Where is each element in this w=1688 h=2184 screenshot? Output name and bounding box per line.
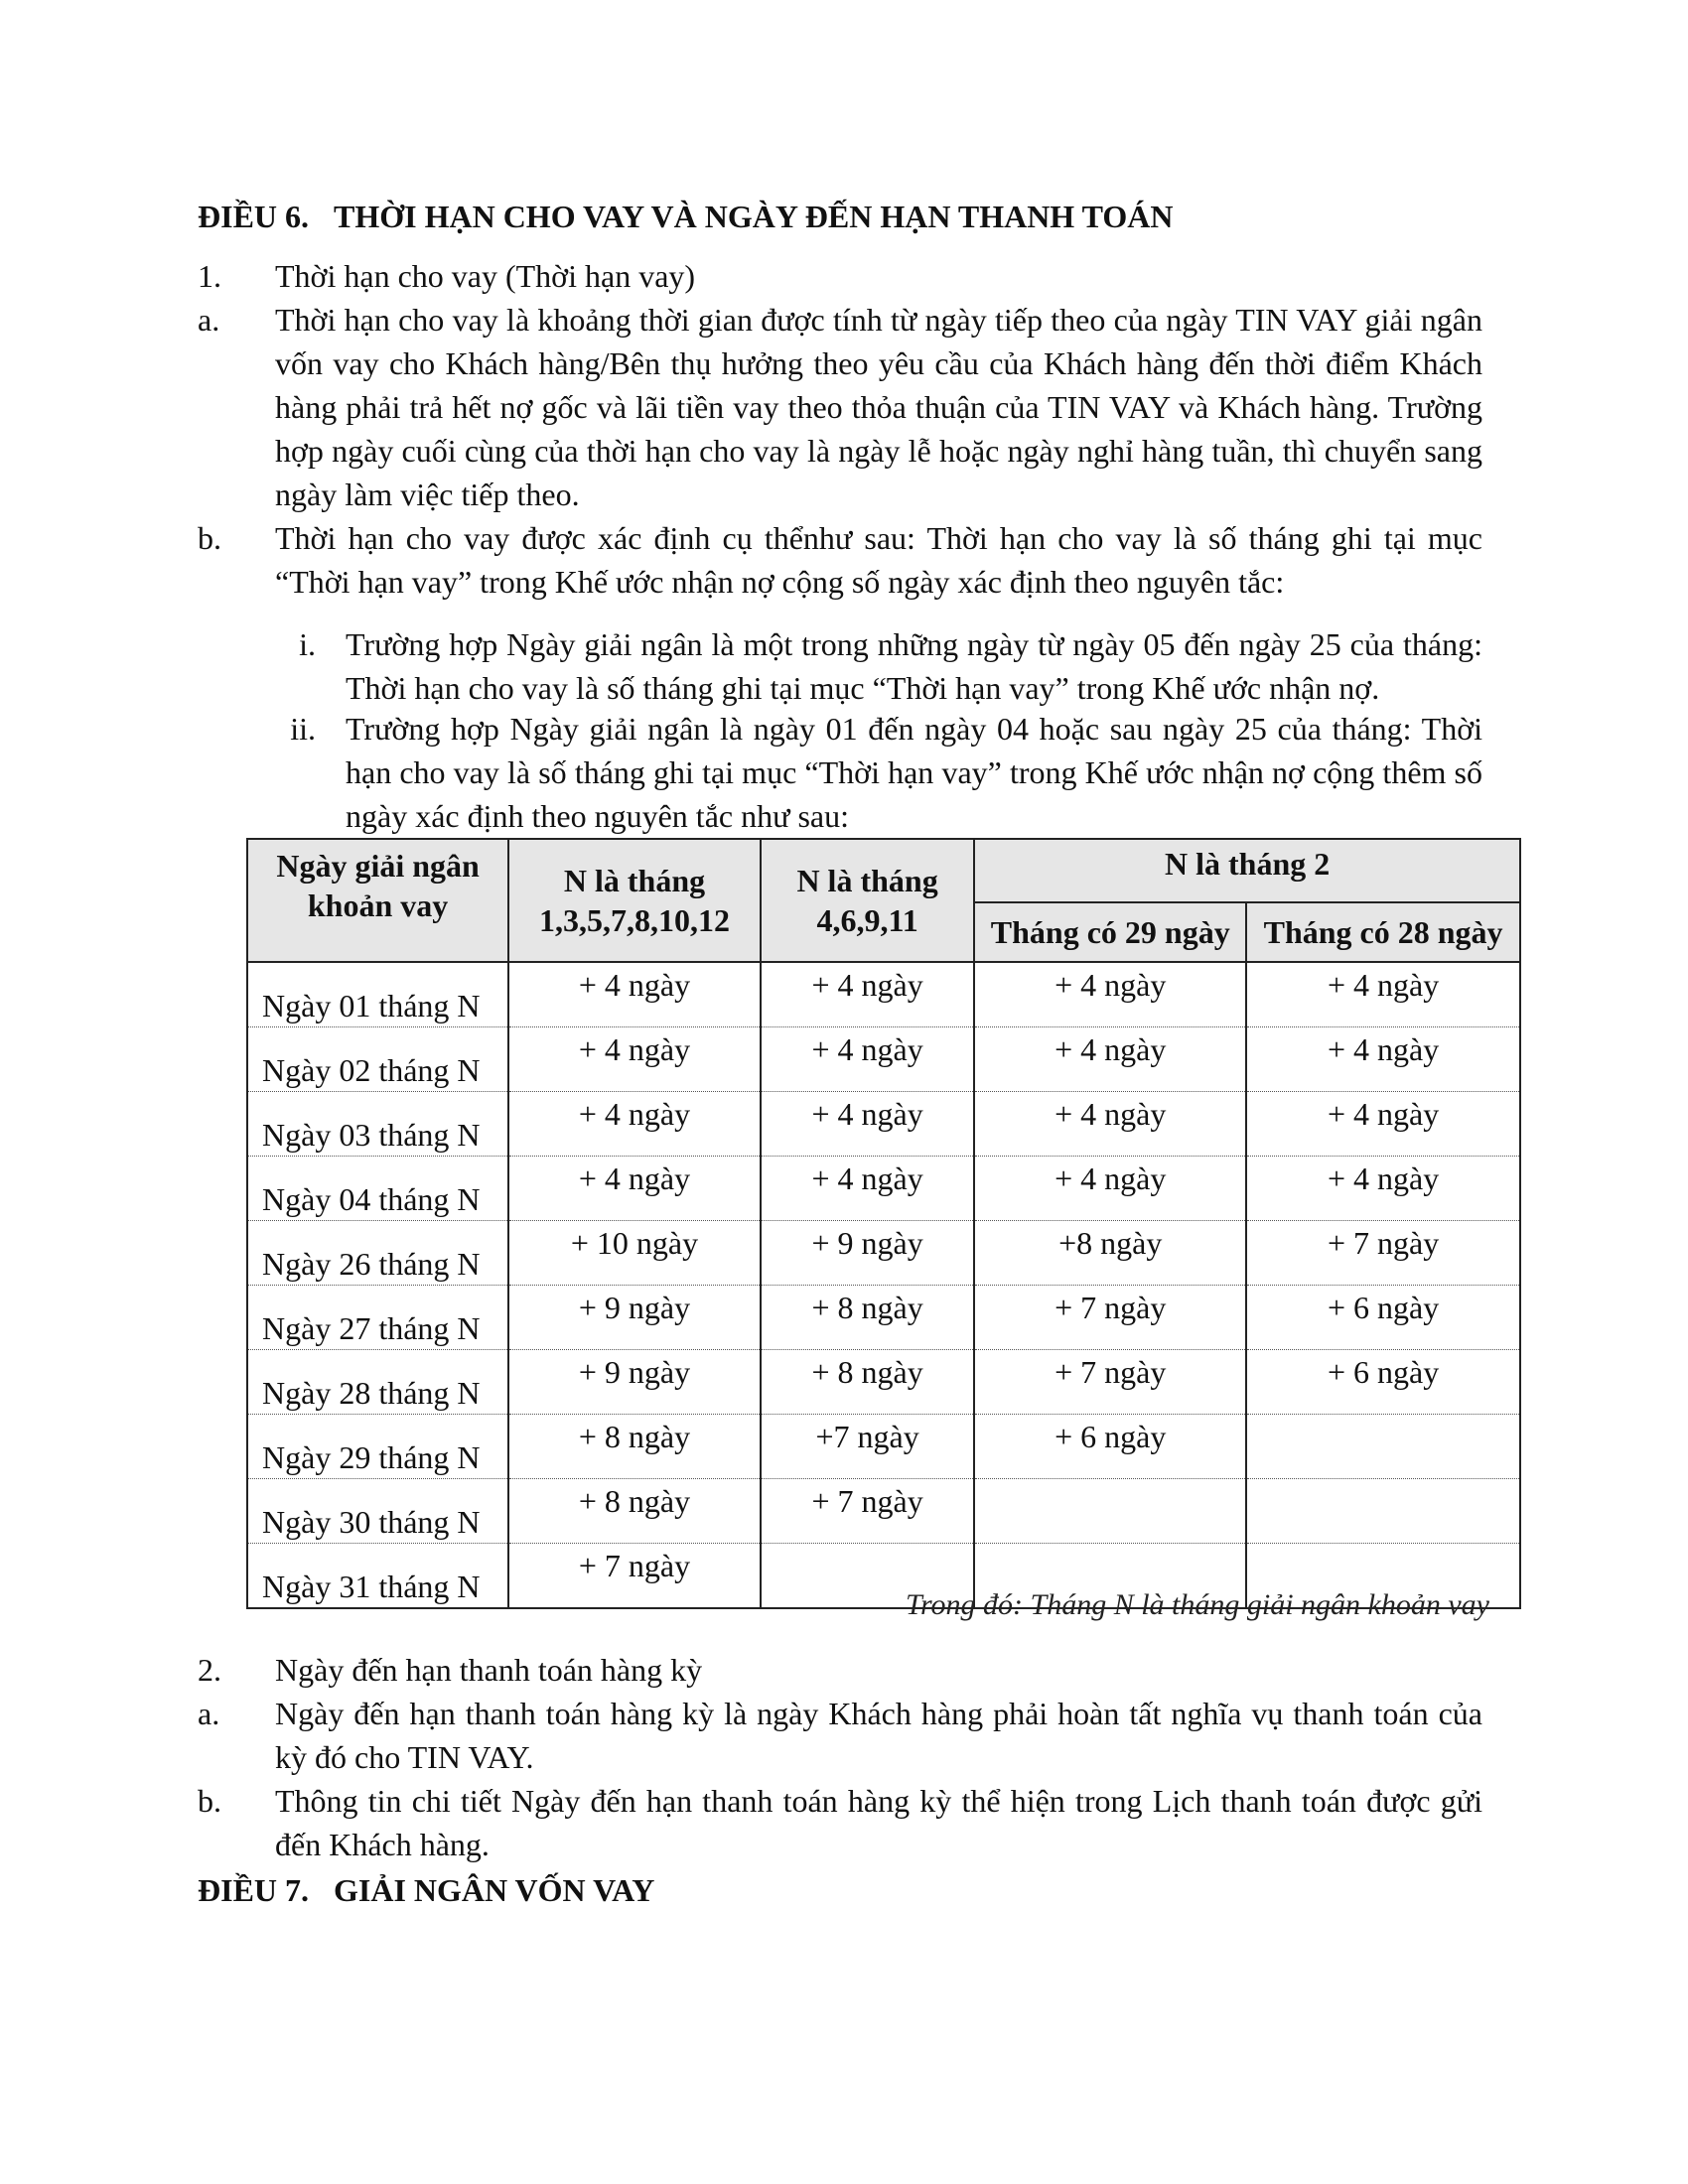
table-cell-col5: + 4 ngày bbox=[1246, 962, 1520, 1027]
section-2-paragraph-a bbox=[198, 1692, 1482, 1779]
table-row bbox=[247, 1415, 1520, 1479]
table-cell-col5 bbox=[1246, 1479, 1520, 1544]
table-cell-col2: + 8 ngày bbox=[508, 1415, 761, 1479]
article-7-title: GIẢI NGÂN VỐN VAY bbox=[334, 1872, 655, 1908]
paragraph-b-text: Thời hạn cho vay được xác định cụ thểnhư sau: Thời hạn cho vay là số tháng ghi tại mục “Thời hạn vay” trong Khế ước nhận nợ cộng số ngày xác định theo nguyên tắc: bbox=[275, 520, 1482, 600]
table-cell-col2: + 10 ngày bbox=[508, 1221, 761, 1286]
table-cell-col4: + 7 ngày bbox=[974, 1350, 1246, 1415]
row-label: Ngày 02 tháng N bbox=[247, 1027, 508, 1092]
subparagraph-i-text: Trường hợp Ngày giải ngân là một trong những ngày từ ngày 05 đến ngày 25 của tháng: Thời hạn cho vay là số tháng ghi tại mục “Thời hạn vay” trong Khế ước nhận nợ. bbox=[346, 626, 1482, 706]
table-cell-col2: + 4 ngày bbox=[508, 1027, 761, 1092]
row-label: Ngày 27 tháng N bbox=[247, 1286, 508, 1350]
table-cell-col4 bbox=[974, 1479, 1246, 1544]
paragraph-a-text: Thời hạn cho vay là khoảng thời gian được tính từ ngày tiếp theo của ngày TIN VAY giải ngân vốn vay cho Khách hàng/Bên thụ hưởng theo yêu cầu của Khách hàng đến thời điểm Khách hàng phải trả hết nợ gốc và lãi tiền vay theo thỏa thuận của TIN VAY và Khách hàng. Trường hợp ngày cuối cùng của thời hạn cho vay là ngày lễ hoặc ngày nghỉ hàng tuần, thì chuyển sang ngày làm việc tiếp theo. bbox=[275, 302, 1482, 512]
section-2-paragraph-a-marker: a. bbox=[198, 1696, 220, 1731]
table-cell-col3: + 4 ngày bbox=[761, 962, 974, 1027]
row-label: Ngày 03 tháng N bbox=[247, 1092, 508, 1157]
table-cell-col5: + 4 ngày bbox=[1246, 1027, 1520, 1092]
table-cell-col2: + 4 ngày bbox=[508, 1092, 761, 1157]
table-cell-col3: + 4 ngày bbox=[761, 1027, 974, 1092]
subparagraph-ii-marker: ii. bbox=[290, 711, 316, 747]
table-cell-col5 bbox=[1246, 1415, 1520, 1479]
table-footnote: Trong đó: Tháng N là tháng giải ngân khoản vay bbox=[905, 1588, 1489, 1621]
table-row bbox=[247, 1286, 1520, 1350]
header-disbursement-day: Ngày giải ngân khoản vay bbox=[247, 839, 508, 962]
row-label: Ngày 01 tháng N bbox=[247, 962, 508, 1027]
table-cell-col4: + 4 ngày bbox=[974, 962, 1246, 1027]
subparagraph-i-marker: i. bbox=[299, 626, 316, 662]
article-7-heading bbox=[198, 1870, 654, 1910]
header-february: N là tháng 2 bbox=[974, 839, 1520, 902]
table-cell-col4: +8 ngày bbox=[974, 1221, 1246, 1286]
table-cell-col5: + 6 ngày bbox=[1246, 1350, 1520, 1415]
section-1-marker: 1. bbox=[198, 258, 221, 294]
table-cell-col2: + 8 ngày bbox=[508, 1479, 761, 1544]
article-6-title: THỜI HẠN CHO VAY VÀ NGÀY ĐẾN HẠN THANH TOÁN bbox=[334, 199, 1174, 234]
subparagraph-ii-text: Trường hợp Ngày giải ngân là ngày 01 đến ngày 04 hoặc sau ngày 25 của tháng: Thời hạn cho vay là số tháng ghi tại mục “Thời hạn vay” trong Khế ước nhận nợ cộng thêm số ngày xác định theo nguyên tắc như sau: bbox=[346, 711, 1482, 834]
paragraph-a bbox=[198, 298, 1482, 516]
table-row bbox=[247, 1092, 1520, 1157]
table-cell-col2: + 4 ngày bbox=[508, 962, 761, 1027]
article-7-number: ĐIỀU 7. bbox=[198, 1872, 310, 1908]
header-february-29: Tháng có 29 ngày bbox=[974, 902, 1246, 962]
loan-term-table bbox=[246, 838, 1521, 1609]
section-2-paragraph-b-text: Thông tin chi tiết Ngày đến hạn thanh toán hàng kỳ thể hiện trong Lịch thanh toán được gửi đến Khách hàng. bbox=[275, 1783, 1482, 1862]
header-30-day-months: N là tháng 4,6,9,11 bbox=[761, 839, 974, 962]
table-row bbox=[247, 962, 1520, 1027]
table-row bbox=[247, 1479, 1520, 1544]
table-cell-col3: +7 ngày bbox=[761, 1415, 974, 1479]
row-label: Ngày 29 tháng N bbox=[247, 1415, 508, 1479]
subparagraph-i bbox=[268, 622, 1482, 710]
table-cell-col4: + 4 ngày bbox=[974, 1092, 1246, 1157]
table-cell-col4: + 7 ngày bbox=[974, 1286, 1246, 1350]
section-1-text: Thời hạn cho vay (Thời hạn vay) bbox=[275, 258, 696, 294]
table-row bbox=[247, 1157, 1520, 1221]
section-2-marker: 2. bbox=[198, 1652, 221, 1688]
table-cell-col5: + 7 ngày bbox=[1246, 1221, 1520, 1286]
table-cell-col3: + 4 ngày bbox=[761, 1092, 974, 1157]
table-cell-col3: + 7 ngày bbox=[761, 1479, 974, 1544]
subparagraph-ii bbox=[268, 707, 1482, 838]
table-cell-col2: + 9 ngày bbox=[508, 1350, 761, 1415]
table-row bbox=[247, 1350, 1520, 1415]
table-body bbox=[247, 962, 1520, 1608]
table-row bbox=[247, 1027, 1520, 1092]
article-6-number: ĐIỀU 6. bbox=[198, 199, 310, 234]
row-label: Ngày 28 tháng N bbox=[247, 1350, 508, 1415]
row-label: Ngày 31 tháng N bbox=[247, 1544, 508, 1609]
section-2-paragraph-b bbox=[198, 1779, 1482, 1866]
section-2-paragraph-b-marker: b. bbox=[198, 1783, 221, 1819]
table-cell-col3: + 8 ngày bbox=[761, 1350, 974, 1415]
row-label: Ngày 04 tháng N bbox=[247, 1157, 508, 1221]
table-cell-col4: + 4 ngày bbox=[974, 1027, 1246, 1092]
table-cell-col3: + 9 ngày bbox=[761, 1221, 974, 1286]
header-31-day-months: N là tháng 1,3,5,7,8,10,12 bbox=[508, 839, 761, 962]
section-1 bbox=[198, 254, 1482, 298]
table-cell-col5: + 4 ngày bbox=[1246, 1092, 1520, 1157]
table-cell-col5: + 6 ngày bbox=[1246, 1286, 1520, 1350]
table-row bbox=[247, 1221, 1520, 1286]
paragraph-b-marker: b. bbox=[198, 520, 221, 556]
table-cell-col2: + 7 ngày bbox=[508, 1544, 761, 1609]
table-cell-col2: + 4 ngày bbox=[508, 1157, 761, 1221]
table-cell-col4: + 6 ngày bbox=[974, 1415, 1246, 1479]
table-cell-col2: + 9 ngày bbox=[508, 1286, 761, 1350]
paragraph-b bbox=[198, 516, 1482, 604]
article-6-heading bbox=[198, 197, 1173, 236]
table-cell-col3: + 4 ngày bbox=[761, 1157, 974, 1221]
paragraph-a-marker: a. bbox=[198, 302, 220, 338]
section-2-text: Ngày đến hạn thanh toán hàng kỳ bbox=[275, 1652, 703, 1688]
table-cell-col3: + 8 ngày bbox=[761, 1286, 974, 1350]
table-cell-col5: + 4 ngày bbox=[1246, 1157, 1520, 1221]
header-february-28: Tháng có 28 ngày bbox=[1246, 902, 1520, 962]
table-cell-col4: + 4 ngày bbox=[974, 1157, 1246, 1221]
row-label: Ngày 26 tháng N bbox=[247, 1221, 508, 1286]
section-2 bbox=[198, 1648, 1482, 1692]
row-label: Ngày 30 tháng N bbox=[247, 1479, 508, 1544]
section-2-paragraph-a-text: Ngày đến hạn thanh toán hàng kỳ là ngày Khách hàng phải hoàn tất nghĩa vụ thanh toán của kỳ đó cho TIN VAY. bbox=[275, 1696, 1482, 1775]
